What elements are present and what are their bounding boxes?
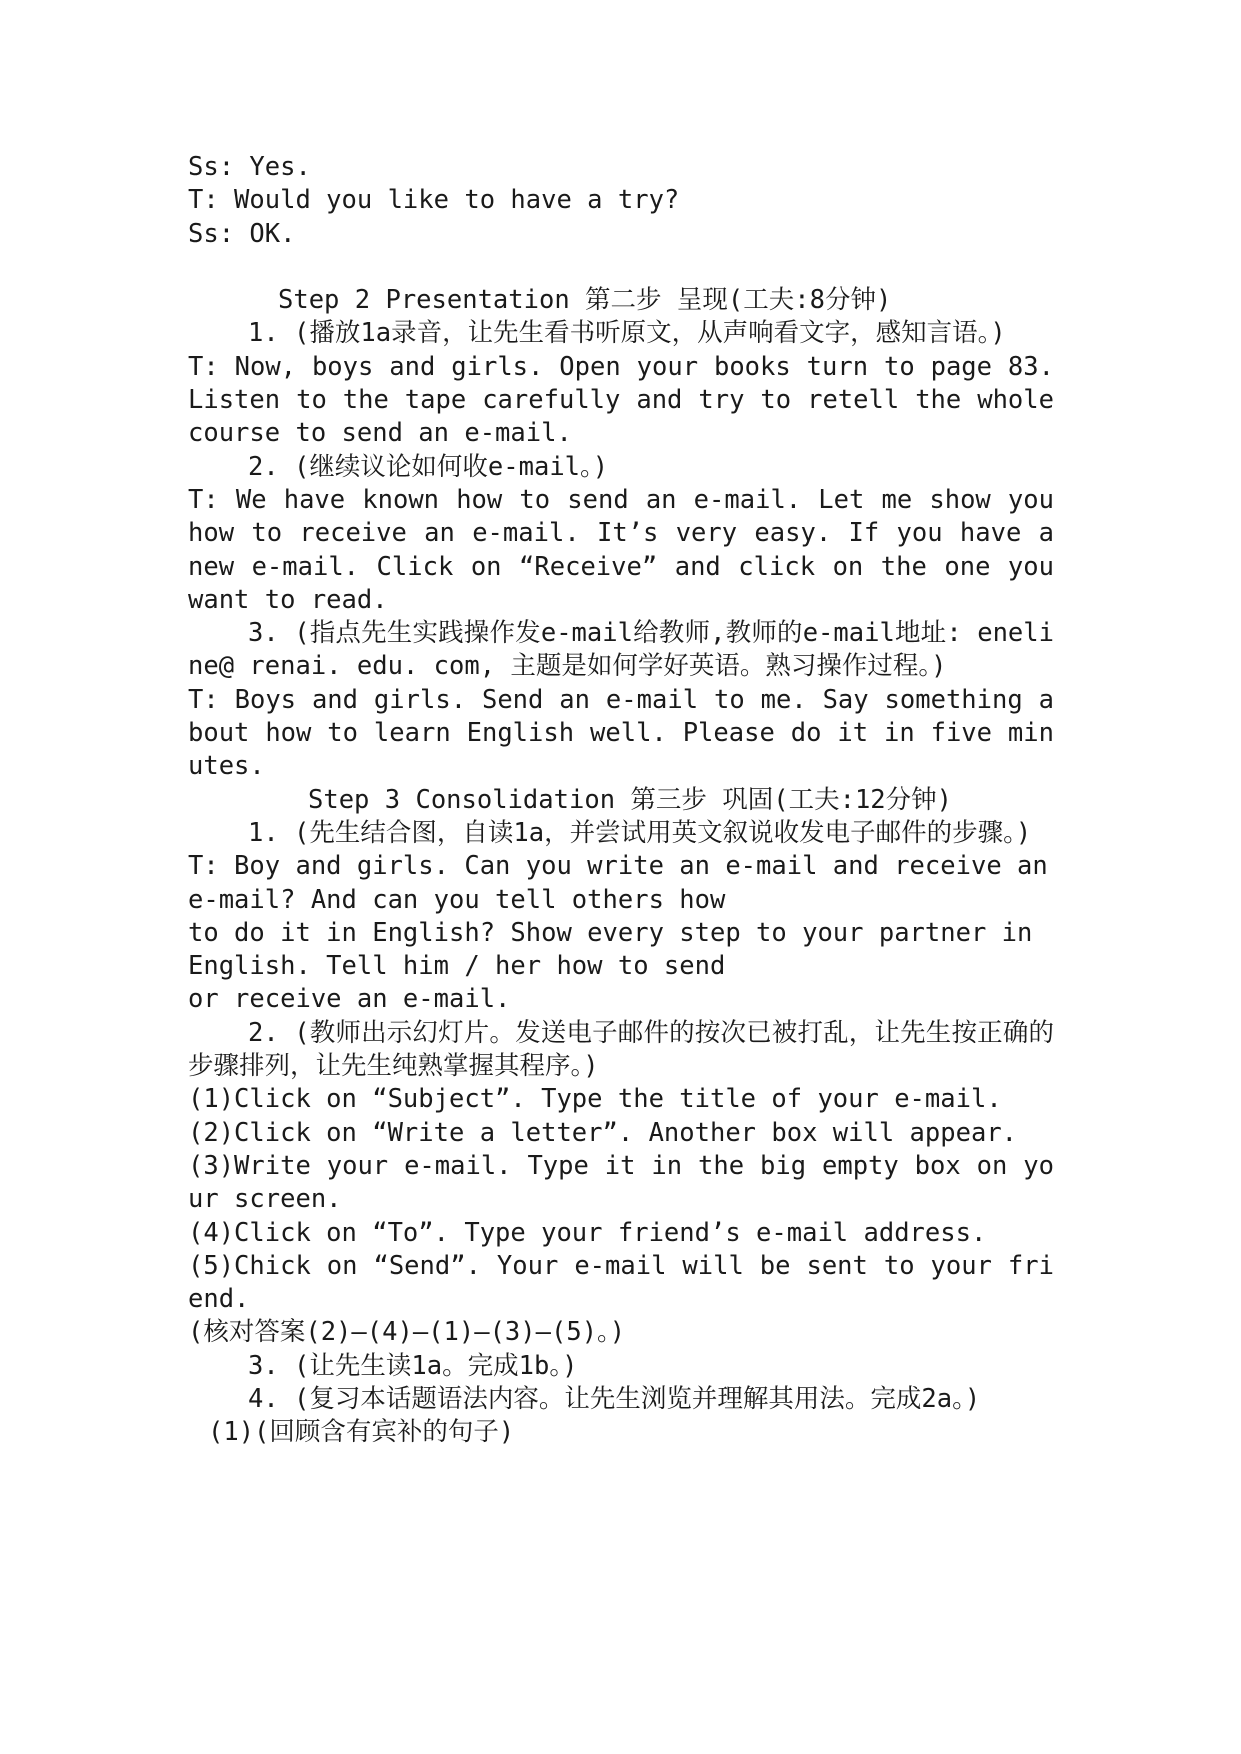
- sub-item: (1)(回顾含有宾补的句子): [208, 1417, 515, 1448]
- step-heading: Step 3 Consolidation 第三步 巩固(工夫:12分钟): [308, 784, 953, 815]
- dialogue-line: e-mail? And can you tell others how: [188, 884, 726, 915]
- dialogue-line: or receive an e-mail.: [188, 984, 511, 1015]
- document-body: [188, 151, 1054, 1450]
- dialogue-line: T: We have known how to send an e-mail. Let me show you how to receive an e-mail. It’s very easy. If you have a new e-mail. Click on “Receive” and click on the one you want to read.: [188, 484, 1054, 615]
- dialogue-line: Ss: OK.: [188, 218, 296, 249]
- numbered-instruction: 1. (先生结合图，自读1a，并尝试用英文叙说收发电子邮件的步骤。): [248, 817, 1032, 848]
- dialogue-line: to do it in English? Show every step to your partner in: [188, 917, 1033, 948]
- step-heading: Step 2 Presentation 第二步 呈现(工夫:8分钟): [278, 285, 892, 316]
- numbered-instruction: 3. (指点先生实践操作发e-mail给教师,教师的e-mail地址: eneline@ renai. edu. com, 主题是如何学好英语。熟习操作过程。): [188, 618, 1054, 682]
- step-list-item: (3)Write your e-mail. Type it in the big empty box on your screen.: [188, 1150, 1054, 1215]
- numbered-instruction: 2. (教师出示幻灯片。发送电子邮件的按次已被打乱，让先生按正确的步骤排列，让先生纯熟掌握其程序。): [188, 1017, 1054, 1082]
- step-list-item: (2)Click on “Write a letter”. Another box will appear.: [188, 1117, 1018, 1148]
- dialogue-line: T: Boys and girls. Send an e-mail to me. Say something about how to learn English well. Please do it in five minutes.: [188, 684, 1054, 782]
- answer-key: (核对答案(2)—(4)—(1)—(3)—(5)。): [188, 1317, 626, 1348]
- blank-line: [188, 251, 1054, 284]
- dialogue-line: T: Would you like to have a try?: [188, 185, 680, 216]
- numbered-instruction: 3. (让先生读1a。完成1b。): [248, 1350, 578, 1381]
- numbered-instruction: 4. (复习本话题语法内容。让先生浏览并理解其用法。完成2a。): [248, 1383, 981, 1414]
- step-list-item: (5)Chick on “Send”. Your e-mail will be sent to your friend.: [188, 1250, 1054, 1315]
- dialogue-line: English. Tell him / her how to send: [188, 951, 726, 982]
- dialogue-line: T: Boy and girls. Can you write an e-mail and receive an: [188, 851, 1048, 882]
- dialogue-line: T: Now, boys and girls. Open your books turn to page 83. Listen to the tape carefully and try to retell the whole course to send an e-mail.: [188, 351, 1054, 449]
- dialogue-line: Ss: Yes.: [188, 152, 311, 182]
- step-list-item: (4)Click on “To”. Type your friend’s e-mail address.: [188, 1217, 987, 1248]
- numbered-instruction: 2. (继续议论如何收e-mail。): [248, 451, 609, 482]
- numbered-instruction: 1. (播放1a录音，让先生看书听原文，从声响看文字，感知言语。): [248, 318, 1006, 349]
- step-list-item: (1)Click on “Subject”. Type the title of your e-mail.: [188, 1084, 1002, 1115]
